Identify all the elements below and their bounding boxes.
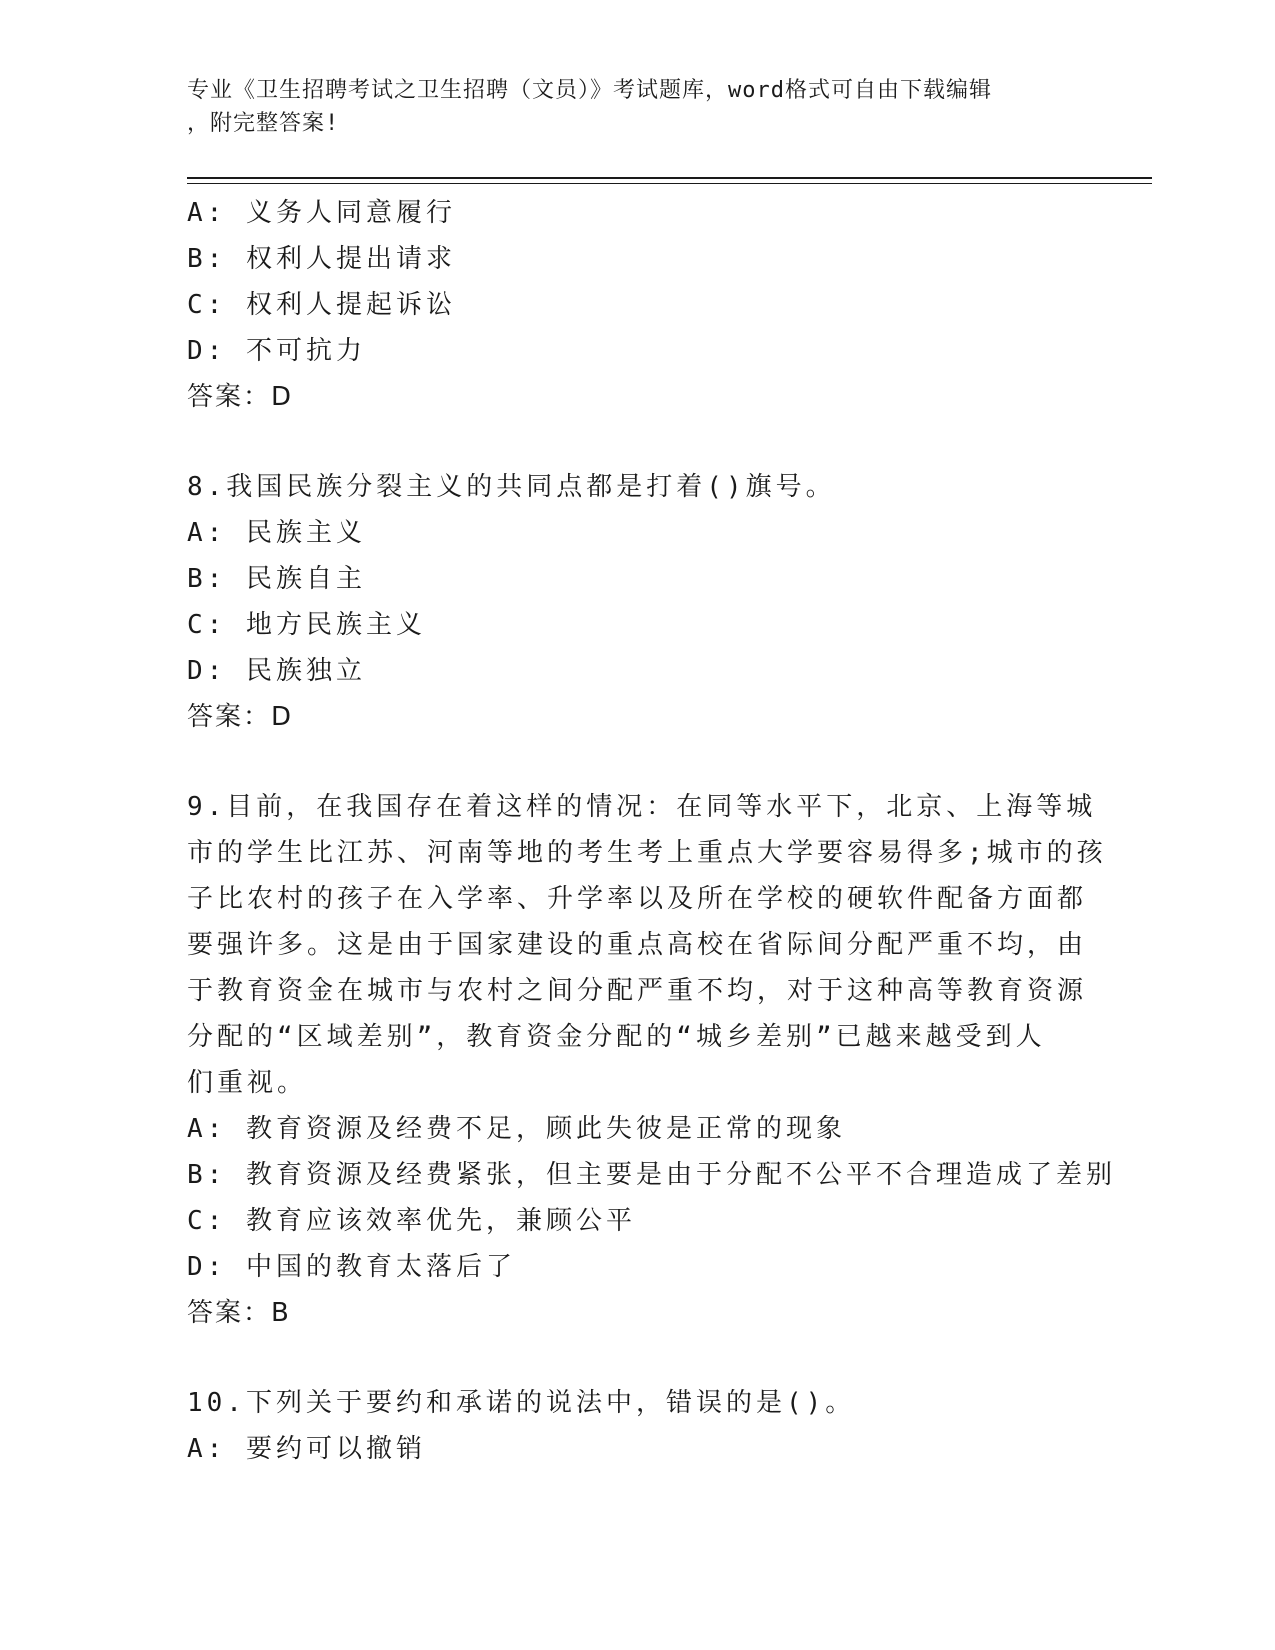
question-10: [187, 1380, 1087, 1472]
option-d: D: 中国的教育太落后了: [187, 1252, 516, 1282]
option-b: B: 教育资源及经费紧张，但主要是由于分配不公平不合理造成了差别: [187, 1160, 1116, 1190]
header-rule-thick: [187, 177, 1152, 179]
question-7: [187, 190, 1087, 420]
stem-line: 们重视。: [187, 1068, 308, 1098]
question-list: [187, 190, 1116, 1472]
stem-line: 分配的“区域差别”，教育资金分配的“城乡差别”已越来越受到人: [187, 1022, 1046, 1052]
question-stem: 8.我国民族分裂主义的共同点都是打着()旗号。: [187, 472, 836, 502]
header-line-1: 专业《卫生招聘考试之卫生招聘（文员）》考试题库，word格式可自由下载编辑: [187, 78, 992, 103]
header-line-2: ，附完整答案!: [187, 111, 340, 136]
question-stem: 10.下列关于要约和承诺的说法中，错误的是()。: [187, 1388, 856, 1418]
stem-line: 于教育资金在城市与农村之间分配严重不均，对于这种高等教育资源: [187, 976, 1088, 1006]
question-9: [187, 784, 1116, 1336]
answer: 答案：D: [187, 702, 294, 732]
stem-line: 子比农村的孩子在入学率、升学率以及所在学校的硬软件配备方面都: [187, 884, 1088, 914]
option-a: A: 教育资源及经费不足，顾此失彼是正常的现象: [187, 1114, 846, 1144]
question-stem: [187, 784, 1107, 1106]
answer: 答案：D: [187, 382, 294, 412]
option-c: C: 地方民族主义: [187, 610, 426, 640]
option-c: C: 教育应该效率优先，兼顾公平: [187, 1206, 636, 1236]
document-header: [187, 74, 1067, 140]
stem-line: 市的学生比江苏、河南等地的考生考上重点大学要容易得多;城市的孩: [187, 838, 1107, 868]
option-c: C: 权利人提起诉讼: [187, 290, 456, 320]
option-d: D: 民族独立: [187, 656, 366, 686]
question-8: [187, 464, 1087, 740]
option-b: B: 民族自主: [187, 564, 366, 594]
option-a: A: 义务人同意履行: [187, 198, 456, 228]
option-a: A: 要约可以撤销: [187, 1434, 426, 1464]
option-b: B: 权利人提出请求: [187, 244, 456, 274]
stem-line: 要强许多。这是由于国家建设的重点高校在省际间分配严重不均，由: [187, 930, 1088, 960]
stem-line: 9.目前，在我国存在着这样的情况：在同等水平下，北京、上海等城: [187, 792, 1097, 822]
option-a: A: 民族主义: [187, 518, 366, 548]
option-d: D: 不可抗力: [187, 336, 366, 366]
answer: 答案：B: [187, 1298, 291, 1328]
header-rule-thin: [187, 183, 1152, 184]
